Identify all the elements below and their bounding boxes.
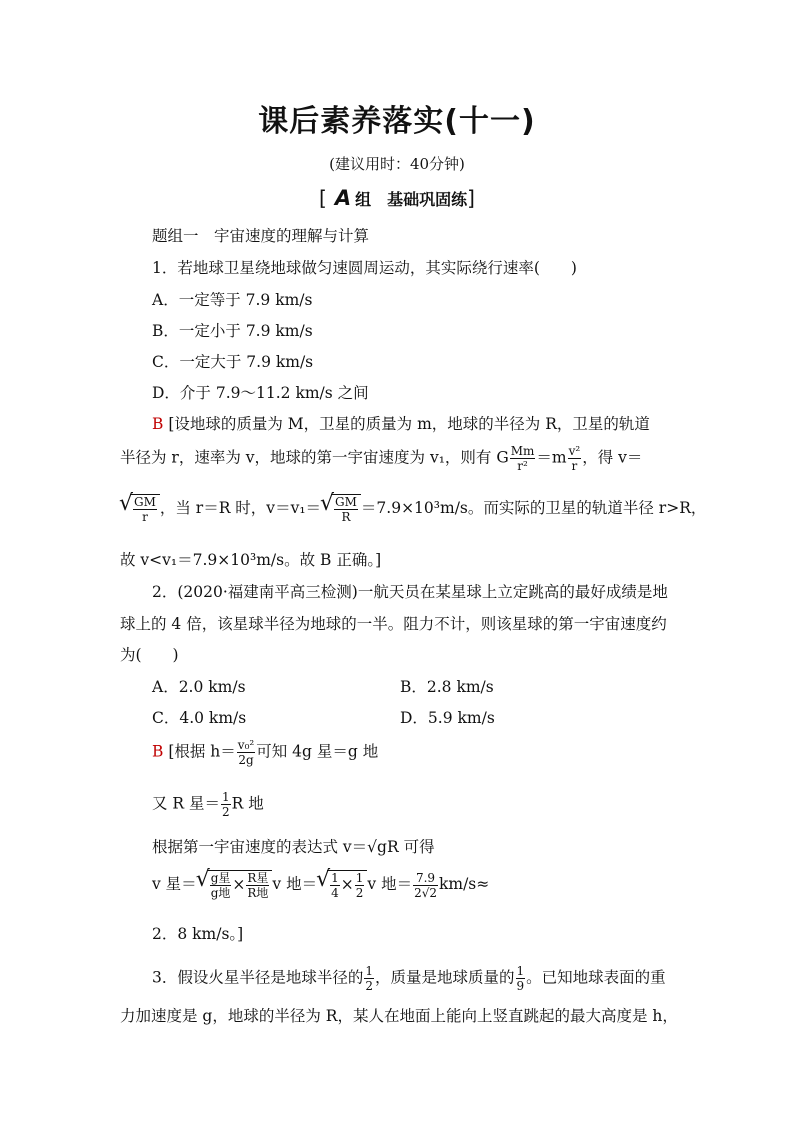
group-heading bbox=[0, 186, 794, 210]
sqrt-expression: √ $\frac{GM}{R}$ bbox=[331, 494, 361, 524]
q2-explanation-line3: 根据第一宇宙速度的表达式 v＝√gR 可得 bbox=[152, 838, 435, 856]
q1-answer: B bbox=[152, 415, 164, 433]
q2-explanation-line5: 2．8 km/s。] bbox=[152, 925, 244, 943]
group-letter: A bbox=[334, 186, 352, 210]
bracket-left: [ bbox=[319, 186, 327, 210]
q2-answer: B bbox=[152, 742, 164, 761]
suggested-time: (建议用时：40分钟) bbox=[329, 155, 465, 173]
q2-option-d: D．5.9 km/s bbox=[400, 709, 495, 727]
topic-heading: 题组一 宇宙速度的理解与计算 bbox=[152, 227, 370, 245]
q2-option-b: B．2.8 km/s bbox=[400, 678, 494, 696]
group-label: 组 基础巩固练 bbox=[355, 190, 468, 209]
q2-option-c: C．4.0 km/s bbox=[152, 709, 247, 727]
fraction: $\frac{Mm}{\text{r²}}$ bbox=[510, 444, 535, 473]
q2-stem-line1: 2．(2020·福建南平高三检测)一航天员在某星球上立定跳高的最好成绩是地 bbox=[152, 583, 668, 601]
q3-stem-line1: 3．假设火星半径是地球半径的 $\frac{1}{2}$ ，质量是地球质量的 $\frac{1}{9}$ 。已知地球表面的重 bbox=[152, 964, 666, 993]
q1-option-d: D．介于 7.9～11.2 km/s 之间 bbox=[152, 384, 369, 402]
page-title: 课后素养落实(十一) bbox=[258, 104, 536, 139]
q2-option-a: A．2.0 km/s bbox=[152, 678, 246, 696]
q1-explanation-line4: 故 v<v₁＝7.9×10³m/s。故 B 正确。] bbox=[120, 551, 382, 569]
q1-explanation-line1: B [设地球的质量为 M，卫星的质量为 m，地球的半径为 R，卫星的轨道 bbox=[152, 415, 650, 433]
q1-option-b: B．一定小于 7.9 km/s bbox=[152, 322, 313, 340]
fraction: $\frac{\text{v²}}{r}$ bbox=[568, 444, 581, 473]
q1-explanation-line3: √ $\frac{GM}{r}$ ，当 r＝R 时，v＝v₁＝ √ $\frac{GM}{R}$ ＝7.9×10³m/s。而实际的卫星的轨道半径 r>R， bbox=[120, 494, 706, 524]
q2-stem-line3: 为( ) bbox=[120, 646, 179, 664]
q1-option-a: A．一定等于 7.9 km/s bbox=[152, 291, 313, 309]
q1-stem: 1．若地球卫星绕地球做匀速圆周运动，其实际绕行速率( ) bbox=[152, 259, 577, 277]
bracket-right: ] bbox=[467, 186, 475, 210]
q2-explanation-line4: v 星＝ √ $\frac{\text{g星}}{\text{g地}}$ × $\frac{\text{R星}}{\text{R地}}$ v 地＝ √ $\frac{1}{4}$ × $\frac{1}{2}$ v 地＝ $\frac{7.9}{2√2}$ km/s≈ bbox=[152, 870, 489, 900]
q2-stem-line2: 球上的 4 倍，该星球半径为地球的一半。阻力不计，则该星球的第一宇宙速度约 bbox=[120, 615, 667, 633]
q2-explanation-line1: B [根据 h＝ $\frac{\text{v₀²}}{2g}$ 可知 4g 星＝g 地 bbox=[152, 738, 379, 767]
q1-option-c: C．一定大于 7.9 km/s bbox=[152, 353, 314, 371]
sqrt-expression: √ $\frac{GM}{r}$ bbox=[130, 494, 160, 524]
q3-stem-line2: 力加速度是 g，地球的半径为 R，某人在地面上能向上竖直跳起的最大高度是 h， bbox=[120, 1007, 678, 1025]
q1-explanation-line2: 半径为 r，速率为 v，地球的第一宇宙速度为 v₁，则有 G $\frac{Mm}{\text{r²}}$ ＝m $\frac{\text{v²}}{r}$ ，得 v＝ bbox=[120, 444, 643, 473]
q2-explanation-line2: 又 R 星＝ $\frac{1}{2}$ R 地 bbox=[152, 790, 264, 819]
